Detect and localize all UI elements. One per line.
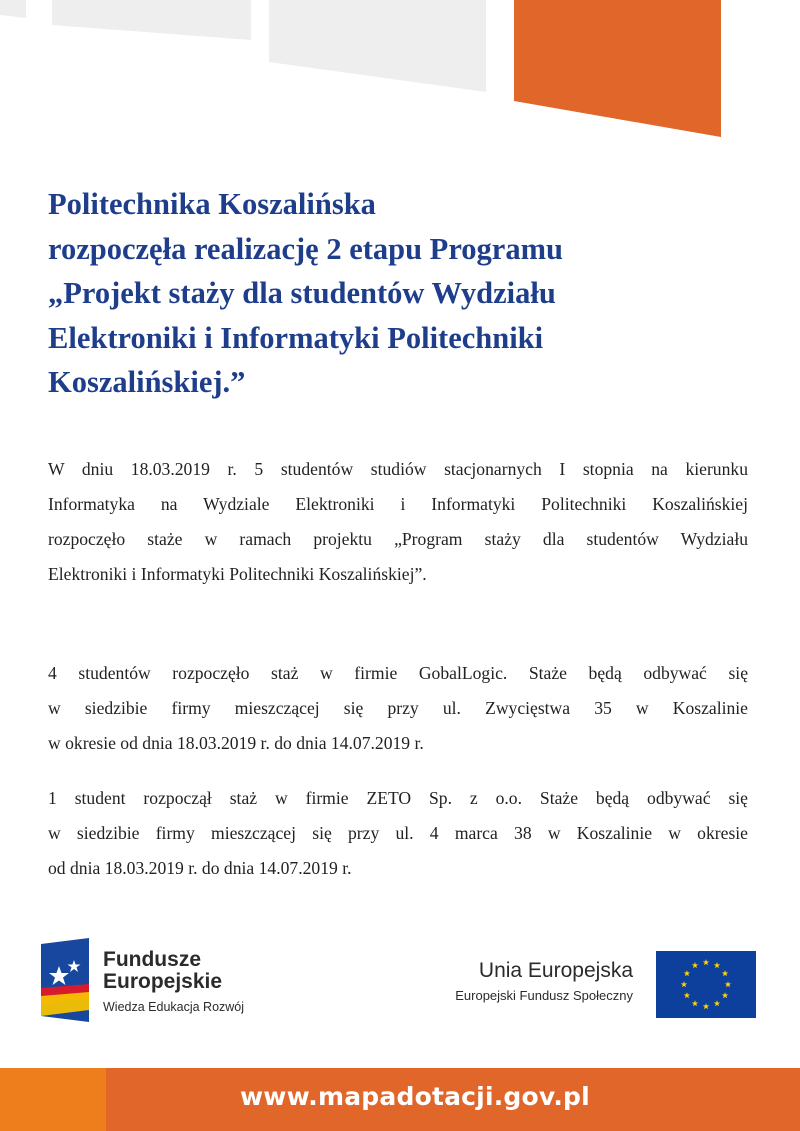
- eu-line-1: Unia Europejska: [478, 959, 633, 982]
- paragraph-line: w siedzibie firmy mieszczącej się przy ul. Zwycięstwa 35 w Koszalinie: [48, 698, 748, 718]
- paragraph-line: w okresie od dnia 18.03.2019 r. do dnia 14.07.2019 r.: [48, 733, 424, 753]
- fundusze-tagline: Wiedza Edukacja Rozwój: [103, 1000, 245, 1014]
- eu-logo-text: [455, 958, 633, 1003]
- title-line: Koszalińskiej.”: [48, 365, 246, 399]
- fundusze-line-1: Fundusze: [103, 948, 201, 971]
- paragraph-line: rozpoczęło staże w ramach projektu „Program staży dla studentów Wydziału: [48, 529, 748, 549]
- deco-grey-block-3: [269, 0, 486, 92]
- paragraph-line: od dnia 18.03.2019 r. do dnia 14.07.2019 r.: [48, 858, 352, 878]
- deco-grey-block-2: [52, 0, 251, 40]
- deco-grey-block-1: [0, 0, 26, 18]
- footer-accent: [0, 1068, 106, 1131]
- paragraph-line: 4 studentów rozpoczęło staż w firmie GobalLogic. Staże będą odbywać się: [48, 663, 748, 683]
- title-line: rozpoczęła realizację 2 etapu Programu: [48, 231, 563, 266]
- fundusze-europejskie-flag-icon: [41, 938, 89, 1022]
- title-line: „Projekt staży dla studentów Wydziału: [48, 276, 556, 310]
- fundusze-europejskie-logo: [41, 935, 341, 1025]
- fundusze-line-2: Europejskie: [103, 970, 223, 993]
- paragraph-line: w siedzibie firmy mieszczącej się przy ul. 4 marca 38 w Koszalinie w okresie: [48, 823, 748, 843]
- title-line: Elektroniki i Informatyki Politechniki: [48, 320, 544, 355]
- header-decoration: [0, 0, 800, 140]
- page-title: [48, 182, 768, 405]
- title-line: Politechnika Koszalińska: [48, 187, 376, 221]
- paragraph-line: W dniu 18.03.2019 r. 5 studentów studiów stacjonarnych I stopnia na kierunku: [48, 459, 748, 479]
- paragraph-line: Elektroniki i Informatyki Politechniki Koszalińskiej”.: [48, 564, 427, 584]
- footer-bar: [0, 1068, 800, 1131]
- paragraph-line: 1 student rozpoczął staż w firmie ZETO Sp. z o.o. Staże będą odbywać się: [48, 788, 748, 808]
- deco-orange-block: [514, 0, 721, 137]
- paragraph-intro: [48, 452, 748, 592]
- paragraph-globallogic: [48, 656, 748, 761]
- eu-flag-icon: [656, 951, 756, 1018]
- footer-url-link[interactable]: www.mapadotacji.gov.pl: [240, 1082, 590, 1111]
- eu-line-2: Europejski Fundusz Społeczny: [455, 988, 633, 1003]
- paragraph-zeto: [48, 781, 748, 886]
- paragraph-line: Informatyka na Wydziale Elektroniki i Informatyki Politechniki Koszalińskiej: [48, 494, 748, 514]
